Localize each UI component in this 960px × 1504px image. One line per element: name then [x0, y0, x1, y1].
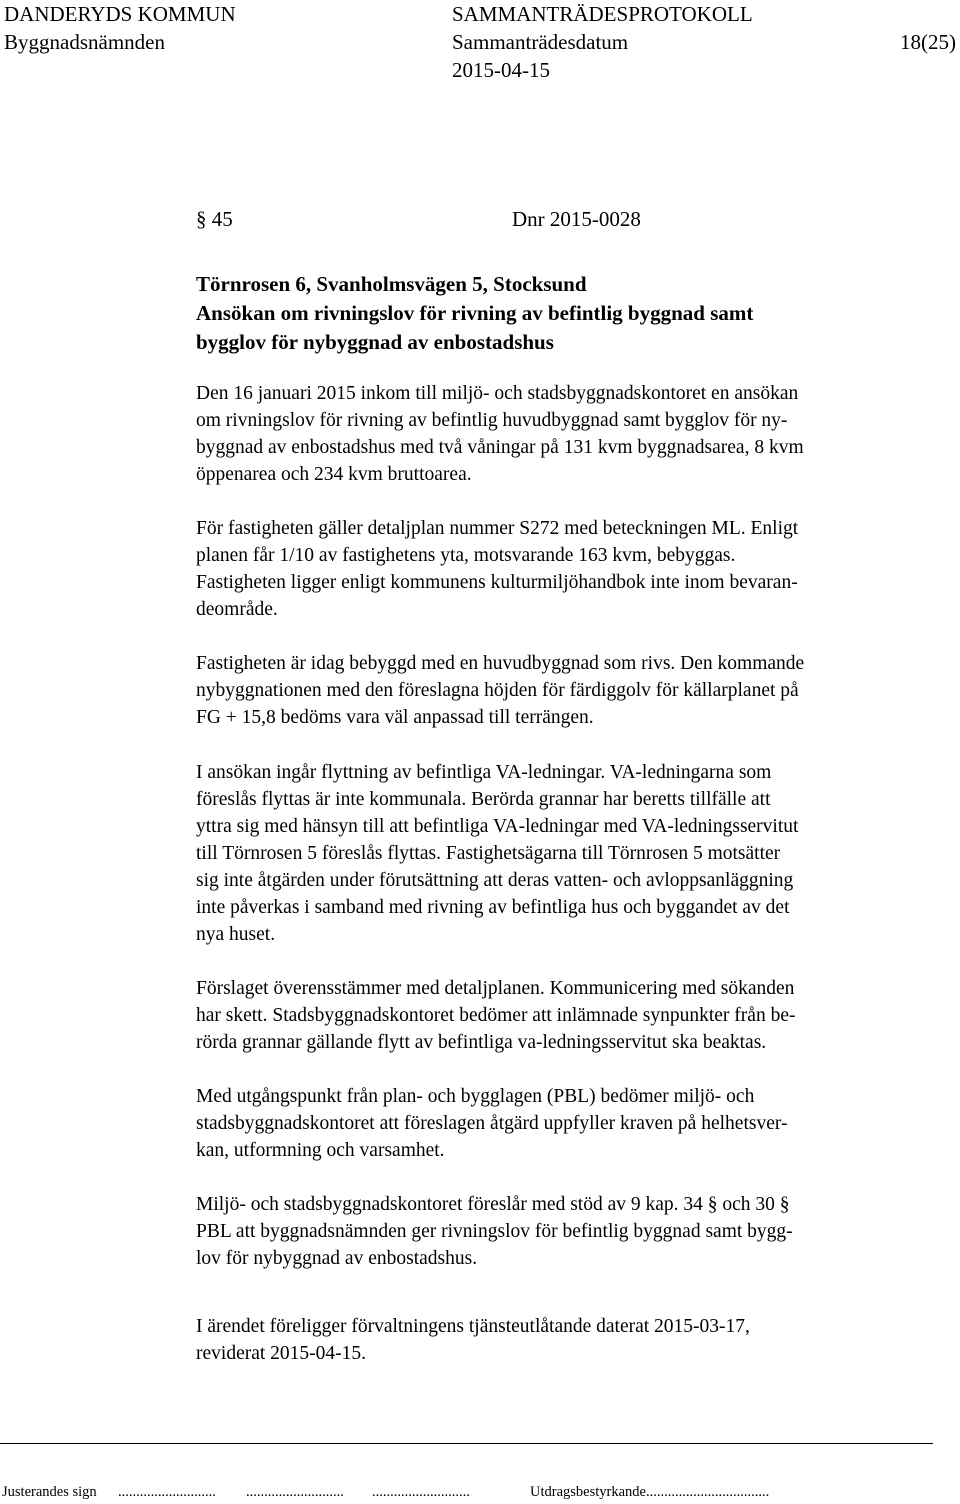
- text-line: planen får 1/10 av fastighetens yta, motsvarande 163 kvm, bebyggas.: [196, 545, 736, 566]
- paragraph-va-lines: [196, 759, 798, 948]
- paragraph-proposal: [196, 1191, 793, 1272]
- organization-name: DANDERYDS KOMMUN: [4, 2, 236, 26]
- paragraph-consultation: [196, 975, 795, 1056]
- paragraph-existing-building: [196, 650, 804, 731]
- text-line: om rivningslov för rivning av befintlig huvudbyggnad samt bygglov för ny-: [196, 410, 788, 431]
- text-line: nya huset.: [196, 924, 276, 945]
- text-line: Förslaget överensstämmer med detaljplanen. Kommunicering med sökanden: [196, 978, 795, 999]
- text-line: lov för nybyggnad av enbostadshus.: [196, 1248, 478, 1269]
- text-line: öppenarea och 234 kvm bruttoarea.: [196, 464, 472, 485]
- text-line: Miljö- och stadsbyggnadskontoret föreslår med stöd av 9 kap. 34 § och 30 §: [196, 1194, 790, 1215]
- text-line: föreslås flyttas är inte kommunala. Berörda grannar har beretts tillfälle att: [196, 789, 771, 810]
- text-line: byggnad av enbostadshus med två våningar på 131 kvm byggnadsarea, 8 kvm: [196, 437, 804, 458]
- text-line: I ärendet föreligger förvaltningens tjänsteutlåtande daterat 2015-03-17,: [196, 1316, 750, 1337]
- text-line: sig inte åtgärden under förutsättning att deras vatten- och avloppsanläggning: [196, 870, 794, 891]
- case-title: [196, 270, 753, 357]
- text-line: kan, utformning och varsamhet.: [196, 1140, 445, 1161]
- paragraph-assessment: [196, 1083, 787, 1164]
- text-line: inte påverkas i samband med rivning av befintliga hus och byggandet av det: [196, 897, 790, 918]
- text-line: stadsbyggnadskontoret att föreslagen åtgärd uppfyller kraven på helhetsver-: [196, 1113, 788, 1134]
- extract-certification: Utdragsbestyrkande..................................: [530, 1484, 770, 1500]
- signature-line-1: ...........................: [118, 1484, 216, 1500]
- text-line: reviderat 2015-04-15.: [196, 1343, 367, 1364]
- text-line: rörda grannar gällande flytt av befintliga va-ledningsservitut ska beaktas.: [196, 1032, 767, 1053]
- text-line: nybyggnationen med den föreslagna höjden för färdiggolv för källarplanet på: [196, 680, 799, 701]
- document-type: SAMMANTRÄDESPROTOKOLL: [452, 2, 753, 26]
- footer-divider: [0, 1443, 933, 1444]
- text-line: till Törnrosen 5 föreslås flyttas. Fastighetsägarna till Törnrosen 5 motsätter: [196, 843, 781, 864]
- signature-line-2: ...........................: [246, 1484, 344, 1500]
- title-line: Törnrosen 6, Svanholmsvägen 5, Stocksund: [196, 272, 587, 296]
- committee-name: Byggnadsnämnden: [4, 30, 165, 54]
- text-line: FG + 15,8 bedöms vara väl anpassad till terrängen.: [196, 707, 594, 728]
- page-number: 18(25): [900, 30, 956, 54]
- text-line: Fastigheten är idag bebyggd med en huvudbyggnad som rivs. Den kommande: [196, 653, 805, 674]
- signature-line-3: ...........................: [372, 1484, 470, 1500]
- paragraph-report: [196, 1313, 750, 1367]
- paragraph-application: [196, 380, 804, 488]
- title-line: bygglov för nybyggnad av enbostadshus: [196, 330, 554, 354]
- text-line: Fastigheten ligger enligt kommunens kulturmiljöhandbok inte inom bevaran-: [196, 572, 798, 593]
- text-line: PBL att byggnadsnämnden ger rivningslov för befintlig byggnad samt bygg-: [196, 1221, 793, 1242]
- text-line: Den 16 januari 2015 inkom till miljö- och stadsbyggnadskontoret en ansökan: [196, 383, 799, 404]
- signature-label: Justerandes sign: [2, 1484, 97, 1500]
- text-line: I ansökan ingår flyttning av befintliga VA-ledningar. VA-ledningarna som: [196, 762, 772, 783]
- case-number: Dnr 2015-0028: [512, 207, 641, 231]
- section-paragraph: § 45: [196, 207, 233, 231]
- meeting-date-label: Sammanträdesdatum: [452, 30, 629, 54]
- title-line: Ansökan om rivningslov för rivning av befintlig byggnad samt: [196, 301, 754, 325]
- text-line: För fastigheten gäller detaljplan nummer S272 med beteckningen ML. Enligt: [196, 518, 799, 539]
- text-line: yttra sig med hänsyn till att befintliga VA-ledningar med VA-ledningsservitut: [196, 816, 799, 837]
- meeting-date: 2015-04-15: [452, 58, 550, 82]
- text-line: deområde.: [196, 599, 278, 620]
- text-line: Med utgångspunkt från plan- och bygglagen (PBL) bedömer miljö- och: [196, 1086, 755, 1107]
- paragraph-detail-plan: [196, 515, 798, 623]
- text-line: har skett. Stadsbyggnadskontoret bedömer att inlämnade synpunkter från be-: [196, 1005, 796, 1026]
